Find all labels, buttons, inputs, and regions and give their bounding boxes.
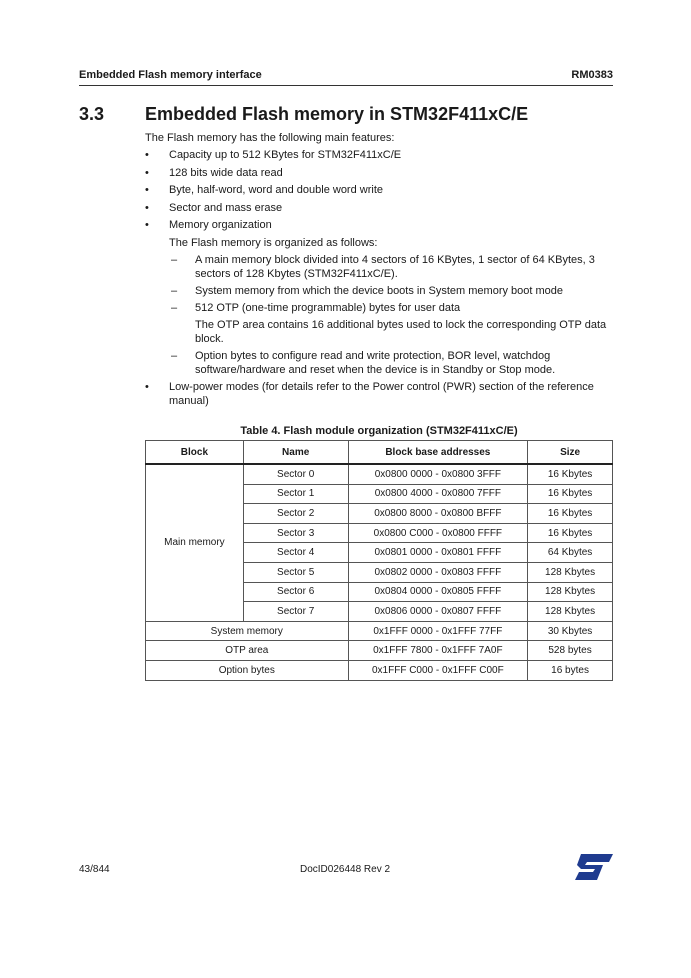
sector-name: Sector 5: [243, 562, 348, 582]
page-number: 43/844: [79, 864, 110, 875]
bullet-text: Capacity up to 512 KBytes for STM32F411xC/E: [169, 149, 402, 161]
column-header-size: Size: [528, 441, 613, 465]
dash-mark: –: [171, 284, 178, 297]
main-memory-cell: Main memory: [146, 464, 244, 621]
sector-name: Sector 3: [243, 523, 348, 543]
block-name: OTP area: [146, 641, 349, 661]
block-size: 16 bytes: [528, 660, 613, 680]
bullet-text: Memory organization: [169, 219, 272, 231]
feature-bullet: [145, 166, 615, 180]
column-header-address: Block base addresses: [348, 441, 528, 465]
sector-address: 0x0801 0000 - 0x0801 FFFF: [348, 543, 528, 563]
sector-name: Sector 0: [243, 464, 348, 484]
sector-name: Sector 1: [243, 484, 348, 504]
column-header-block: Block: [146, 441, 244, 465]
sector-address: 0x0800 0000 - 0x0800 3FFF: [348, 464, 528, 484]
sub-item-text: Option bytes to configure read and write protection, BOR level, watchdog software/hardware and reset when the device is in Standby or Stop mode.: [195, 349, 556, 376]
bullet-mark: •: [145, 166, 149, 179]
organization-sub-item: [145, 349, 615, 377]
bullet-mark: •: [145, 380, 149, 393]
column-header-name: Name: [243, 441, 348, 465]
sector-size: 16 Kbytes: [528, 464, 613, 484]
sector-address: 0x0800 4000 - 0x0800 7FFF: [348, 484, 528, 504]
page-header: [79, 67, 613, 86]
organization-sub-item: [145, 284, 615, 298]
table-row: [146, 641, 613, 661]
feature-bullet: [145, 183, 615, 197]
feature-bullet: [145, 380, 615, 408]
table-row: [146, 464, 613, 484]
sector-address: 0x0800 8000 - 0x0800 BFFF: [348, 504, 528, 524]
table-header-row: [146, 441, 613, 465]
otp-note: The OTP area contains 16 additional bytes used to lock the corresponding OTP data block.: [195, 318, 607, 345]
header-doc-ref: RM0383: [571, 69, 613, 81]
bullet-mark: •: [145, 201, 149, 214]
bullet-mark: •: [145, 184, 149, 196]
block-name: System memory: [146, 621, 349, 641]
sector-name: Sector 7: [243, 602, 348, 622]
sector-size: 128 Kbytes: [528, 582, 613, 602]
sector-address: 0x0806 0000 - 0x0807 FFFF: [348, 602, 528, 622]
st-logo-icon: [575, 854, 613, 885]
bullet-text: 128 bits wide data read: [169, 166, 283, 179]
doc-id: DocID026448 Rev 2: [300, 864, 391, 875]
table-row: [146, 660, 613, 680]
sector-size: 64 Kbytes: [528, 543, 613, 563]
bullet-text: Byte, half-word, word and double word write: [169, 184, 383, 196]
table-caption: Table 4. Flash module organization (STM32F411xC/E): [240, 425, 518, 437]
block-size: 30 Kbytes: [528, 621, 613, 641]
sector-size: 128 Kbytes: [528, 562, 613, 582]
sector-name: Sector 4: [243, 543, 348, 563]
sector-size: 128 Kbytes: [528, 602, 613, 622]
sector-name: Sector 6: [243, 582, 348, 602]
feature-bullet: [145, 148, 615, 162]
feature-bullet: [145, 201, 615, 215]
section-number: 3.3: [79, 104, 105, 124]
dash-mark: –: [171, 349, 178, 362]
sector-size: 16 Kbytes: [528, 504, 613, 524]
sub-item-text: 512 OTP (one-time programmable) bytes for user data: [195, 301, 461, 314]
bullet-text: Sector and mass erase: [169, 201, 283, 214]
sub-item-text: System memory from which the device boots in System memory boot mode: [195, 284, 564, 297]
block-address: 0x1FFF 7800 - 0x1FFF 7A0F: [348, 641, 528, 661]
sector-size: 16 Kbytes: [528, 484, 613, 504]
sector-address: 0x0800 C000 - 0x0800 FFFF: [348, 523, 528, 543]
sub-item-text: A main memory block divided into 4 sectors of 16 KBytes, 1 sector of 64 KBytes, 3 sectors of 128 Kbytes (STM32F411xC/E).: [195, 253, 595, 280]
sector-size: 16 Kbytes: [528, 523, 613, 543]
bullet-text: Low-power modes (for details refer to the Power control (PWR) section of the reference manual): [169, 380, 594, 407]
section-title: Embedded Flash memory in STM32F411xC/E: [145, 104, 529, 124]
block-address: 0x1FFF C000 - 0x1FFF C00F: [348, 660, 528, 680]
feature-bullet: [145, 218, 615, 232]
dash-mark: –: [171, 253, 178, 266]
sector-name: Sector 2: [243, 504, 348, 524]
flash-organization-table: [145, 440, 613, 681]
header-chapter-title: Embedded Flash memory interface: [79, 69, 262, 81]
sector-address: 0x0804 0000 - 0x0805 FFFF: [348, 582, 528, 602]
organization-intro: The Flash memory is organized as follows:: [169, 236, 378, 249]
block-address: 0x1FFF 0000 - 0x1FFF 77FF: [348, 621, 528, 641]
organization-sub-item: [145, 301, 615, 315]
table-row: [146, 621, 613, 641]
organization-sub-item: [145, 253, 615, 281]
sector-address: 0x0802 0000 - 0x0803 FFFF: [348, 562, 528, 582]
block-name: Option bytes: [146, 660, 349, 680]
intro-paragraph: The Flash memory has the following main features:: [145, 132, 395, 144]
bullet-mark: •: [145, 149, 149, 161]
section-body: [145, 131, 615, 411]
dash-mark: –: [171, 301, 178, 314]
block-size: 528 bytes: [528, 641, 613, 661]
bullet-mark: •: [145, 219, 149, 231]
